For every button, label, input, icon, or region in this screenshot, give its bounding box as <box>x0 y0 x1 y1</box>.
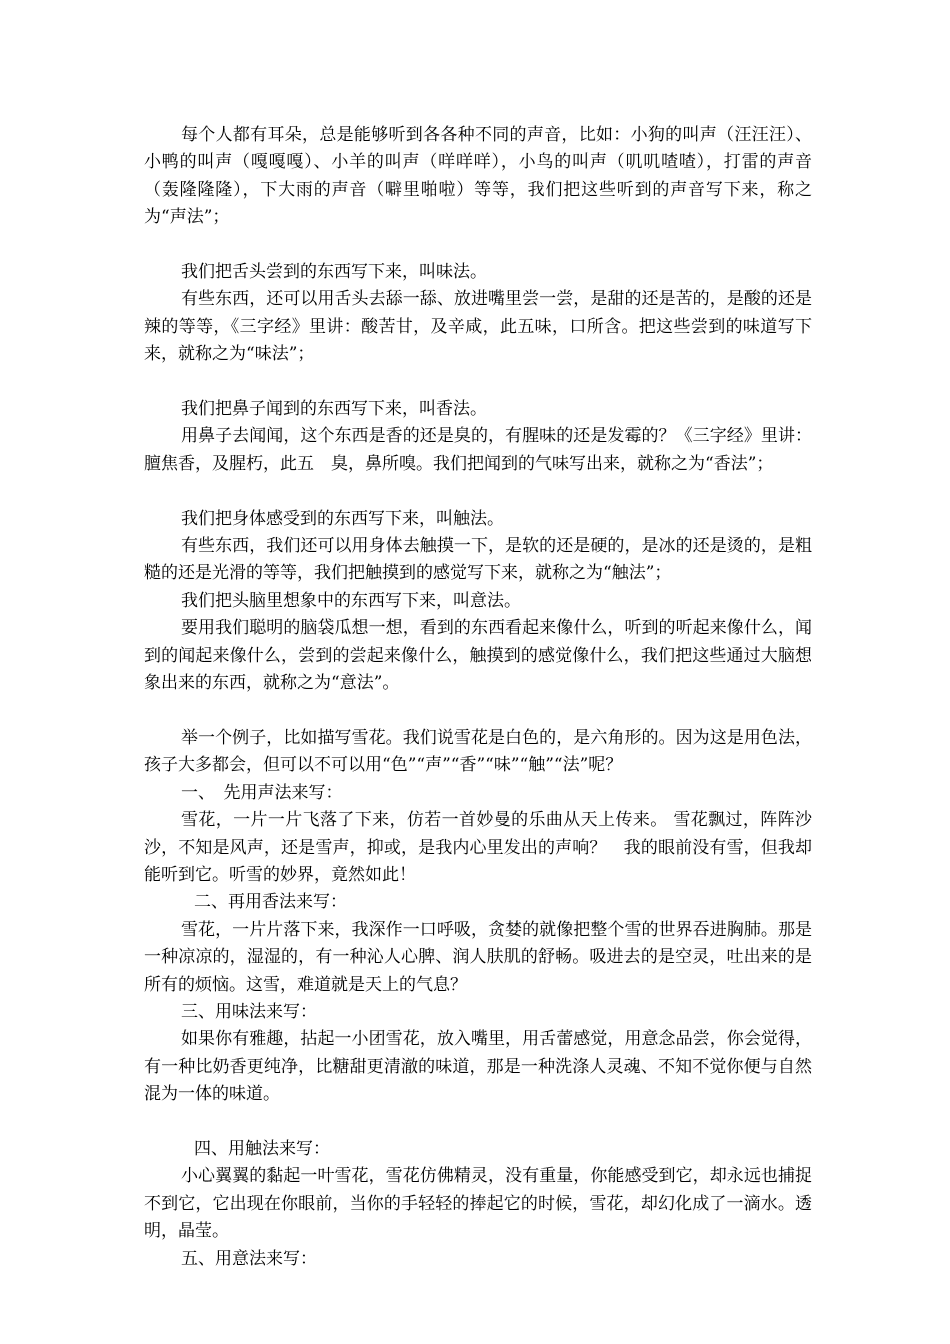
paragraph-touch-method-title: 我们把身体感受到的东西写下来，叫触法。 <box>181 508 504 529</box>
paragraph-touch-example: 小心翼翼的黏起一叶雪花，雪花仿佛精灵，没有重量，你能感受到它，却永远也捕捉不到它，它出现在你眼前，当你的手轻轻的捧起它的时候，雪花，却幻化成了一滴水。透明，晶莹。 <box>144 1166 812 1242</box>
paragraph-smell-method-body: 用鼻子去闻闻，这个东西是香的还是臭的，有腥味的还是发霉的？《三字经》里讲：膻焦香，及腥朽，此五 臭，鼻所嗅。我们把闻到的气味写出来，就称之为“香法”； <box>144 426 812 474</box>
paragraph-mind-method-title: 我们把头脑里想象中的东西写下来，叫意法。 <box>181 590 521 611</box>
paragraph-mind-method-body: 要用我们聪明的脑袋瓜想一想，看到的东西看起来像什么，听到的听起来像什么，闻到的闻起来像什么，尝到的尝起来像什么，触摸到的感觉像什么，我们把这些通过大脑想象出来的东西，就称之为“意法”。 <box>144 618 812 694</box>
paragraph-snowflake-example: 举一个例子，比如描写雪花。我们说雪花是白色的，是六角形的。因为这是用色法，孩子大多都会，但可以不可以用“色”“声”“香”“味”“触”“法”呢？ <box>144 727 812 776</box>
paragraph-gap <box>144 697 812 724</box>
section-heading-mind: 五、用意法来写： <box>181 1248 317 1269</box>
paragraph-gap <box>144 369 812 396</box>
paragraph-sound-method-intro: 每个人都有耳朵，总是能够听到各各种不同的声音，比如：小狗的叫声（汪汪汪）、小鸭的叫声（嘎嘎嘎）、小羊的叫声（咩咩咩），小鸟的叫声（叽叽喳喳），打雷的声音（轰隆隆隆），下大雨的声音（噼里啪啦）等等，我们把这些听到的声音写下来，称之为“声法”； <box>144 125 812 228</box>
paragraph-smell-method-title: 我们把鼻子闻到的东西写下来，叫香法。 <box>181 399 487 420</box>
paragraph-gap <box>144 232 812 259</box>
paragraph-gap <box>144 1109 812 1136</box>
paragraph-taste-method-title: 我们把舌头尝到的东西写下来，叫味法。 <box>181 262 487 283</box>
section-heading-smell: 二、再用香法来写： <box>194 892 347 913</box>
section-heading-taste: 三、用味法来写： <box>181 1001 317 1022</box>
paragraph-taste-example: 如果你有雅趣，拈起一小团雪花，放入嘴里，用舌蕾感觉，用意念品尝，你会觉得，有一种比奶香更纯净，比糖甜更清澈的味道，那是一种洗涤人灵魂、不知不觉你便与自然混为一体的味道。 <box>144 1029 812 1105</box>
paragraph-sound-example: 雪花，一片一片飞落了下来，仿若一首妙曼的乐曲从天上传来。 雪花飘过，阵阵沙沙，不知是风声，还是雪声，抑或，是我内心里发出的声响？ 我的眼前没有雪，但我却能听到它。听雪的妙界，竟然如此！ <box>144 810 812 885</box>
section-heading-sound: 一、 先用声法来写： <box>181 782 343 803</box>
paragraph-taste-method-body: 有些东西，还可以用舌头去舔一舔、放进嘴里尝一尝，是甜的还是苦的，是酸的还是辣的等等，《三字经》里讲：酸苦甘，及辛咸，此五味，口所含。把这些尝到的味道写下来，就称之为“味法”； <box>144 289 812 365</box>
paragraph-touch-method-body: 有些东西，我们还可以用身体去触摸一下，是软的还是硬的，是冰的还是烫的，是粗糙的还是光滑的等等，我们把触摸到的感觉写下来，就称之为“触法”； <box>144 536 812 584</box>
paragraph-smell-example: 雪花，一片片落下来，我深作一口呼吸，贪婪的就像把整个雪的世界吞进胸肺。那是一种凉凉的，湿湿的，有一种沁人心脾、润人肤肌的舒畅。吸进去的是空灵，吐出来的是所有的烦恼。这雪，难道就是天上的气息？ <box>144 919 812 995</box>
paragraph-gap <box>144 478 812 505</box>
section-heading-touch: 四、用触法来写： <box>194 1138 330 1159</box>
document-body <box>144 122 812 1273</box>
